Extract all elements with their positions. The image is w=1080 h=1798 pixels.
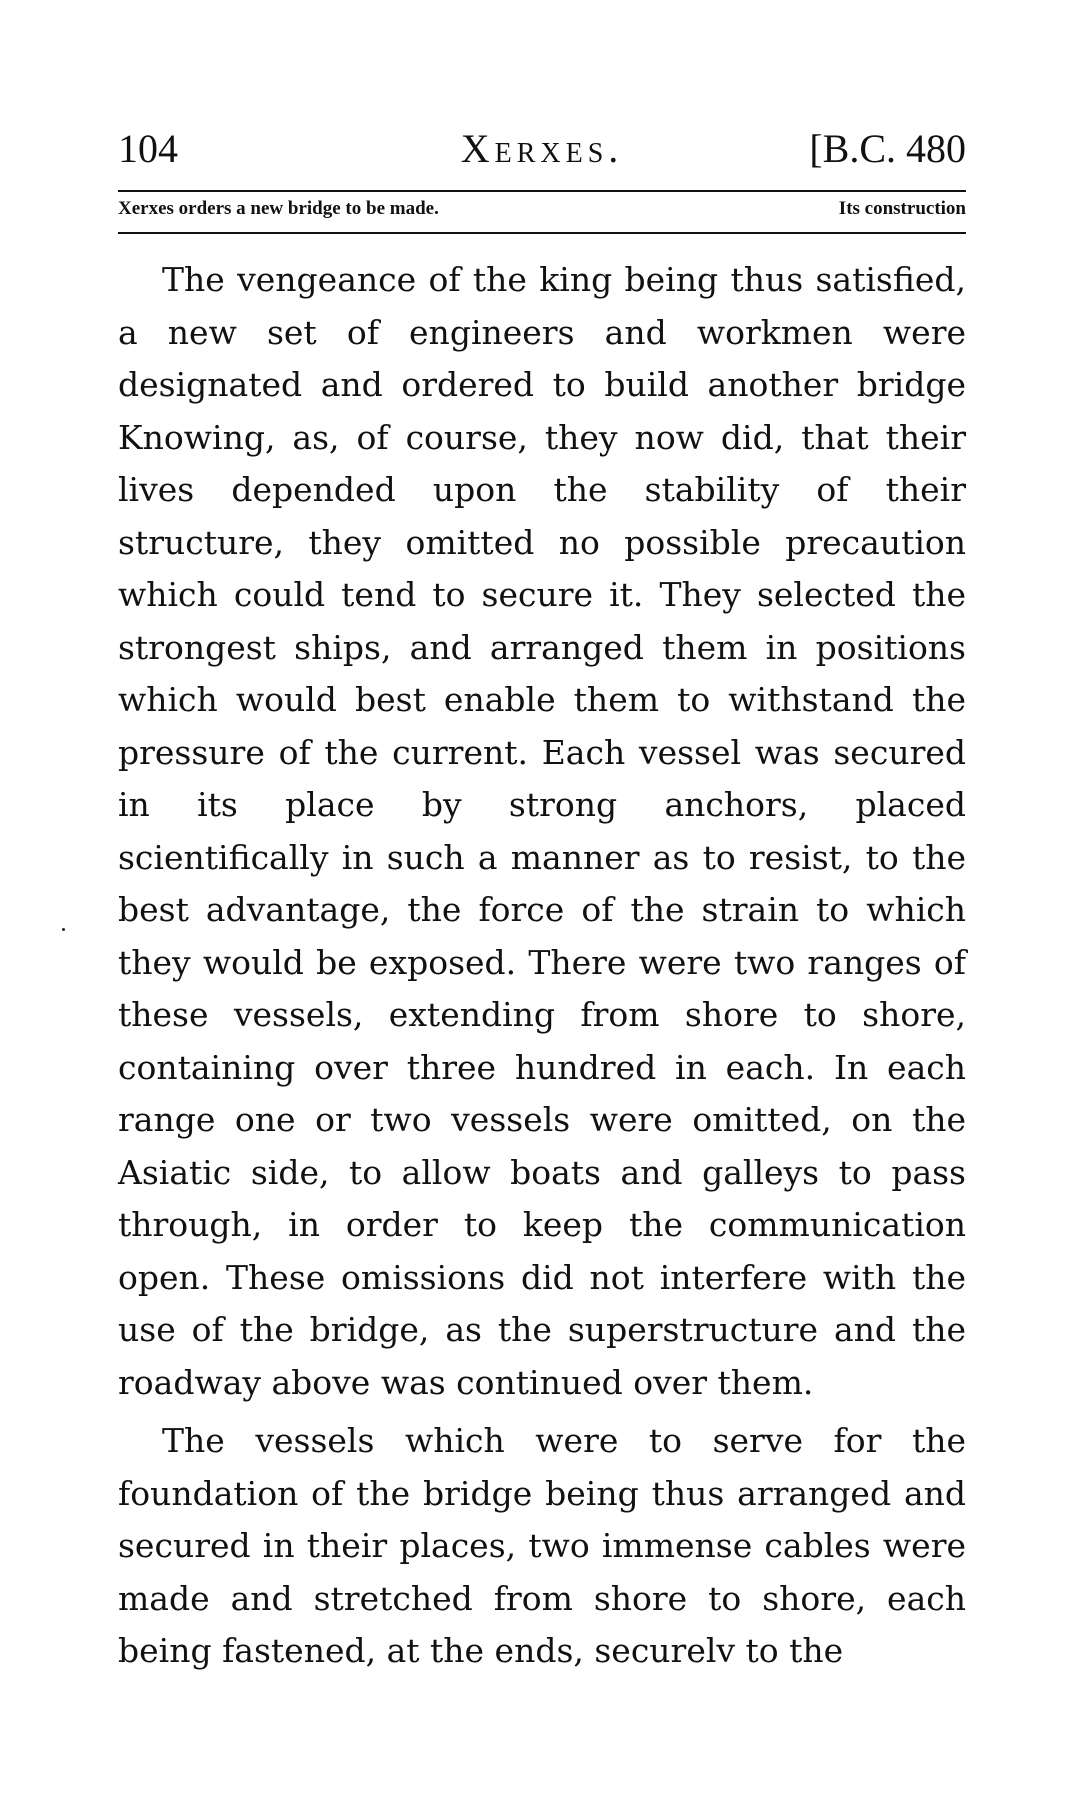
book-page [118,118,966,1678]
subheader-left: Xerxes orders a new bridge to be made. [118,198,439,219]
body-text [118,254,966,1678]
running-head [118,118,966,180]
page-number: 104 [118,126,178,171]
subheader [118,196,966,222]
header-rule-bottom [118,232,966,234]
subheader-right: Its construction [838,198,966,219]
paragraph: The vengeance of the king being thus satisfied, a new set of engineers and workmen were designated and ordered to build another bridge Knowing, as, of course, they now did, that their lives depended upon the stability of their structure, they omitted no possible precaution which could tend to secure it. They selected the strongest ships, and arranged them in positions which would best enable them to withstand the pressure of the current. Each vessel was secured in its place by strong anchors, placed scientifically in such a manner as to resist, to the best advantage, the force of the strain to which they would be exposed. There were two ranges of these vessels, extending from shore to shore, containing over three hundred in each. In each range one or two vessels were omitted, on the Asiatic side, to allow boats and galleys to pass through, in order to keep the communication open. These omissions did not interfere with the use of the bridge, as the superstructure and the roadway above was continued over them. [118,260,966,1402]
paragraph: The vessels which were to serve for the foundation of the bridge being thus arranged and secured in their places, two immense cables were made and stretched from shore to shore, each being fastened, at the ends, securelv to the [118,1421,966,1670]
running-date: [B.C. 480 [809,126,966,171]
header-rule-top [118,190,966,192]
stray-ink-mark [62,928,65,931]
running-title: Xerxes. [460,126,624,171]
